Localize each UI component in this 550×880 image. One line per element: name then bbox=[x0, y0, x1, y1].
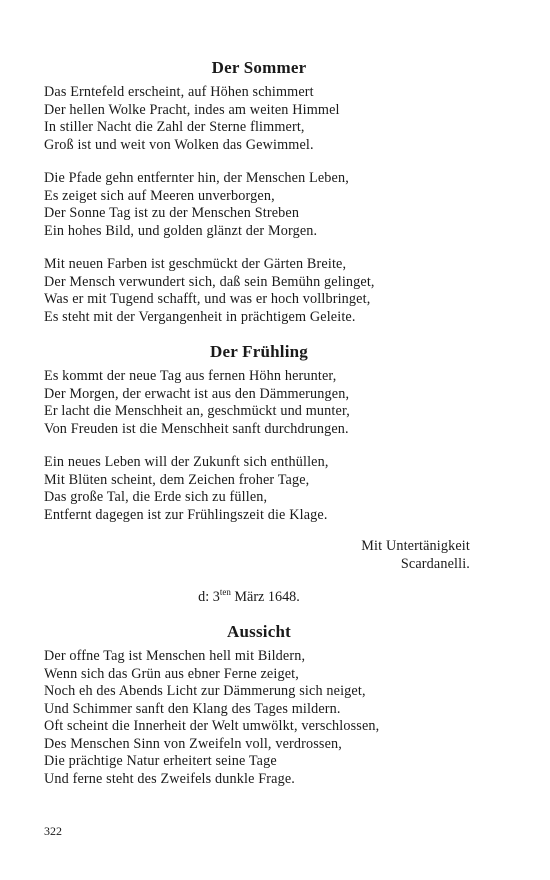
verse-line: Es kommt der neue Tag aus fernen Höhn herunter, bbox=[44, 368, 337, 384]
verse-line: Die Pfade gehn entfernter hin, der Menschen Leben, bbox=[44, 170, 349, 186]
book-page bbox=[44, 58, 474, 804]
verse-line: Mit Blüten scheint, dem Zeichen froher Tage, bbox=[44, 471, 310, 488]
verse-line: Oft scheint die Innerheit der Welt umwölkt, verschlossen, bbox=[44, 718, 380, 734]
poem-der-fruehling bbox=[44, 342, 474, 606]
verse-line: Der Mensch verwundert sich, daß sein Bemühn gelinget, bbox=[44, 273, 375, 290]
date-prefix: d: 3 bbox=[198, 589, 220, 605]
signature-closing bbox=[44, 538, 474, 573]
verse-line: Es steht mit der Vergangenheit in prächtigem Geleite. bbox=[44, 308, 356, 325]
verse-line: Mit neuen Farben ist geschmückt der Gärten Breite, bbox=[44, 256, 347, 272]
closing-line: Mit Untertänigkeit bbox=[361, 538, 470, 554]
verse-line: Der Sonne Tag ist zu der Menschen Streben bbox=[44, 205, 300, 221]
verse-line: Es zeiget sich auf Meeren unverborgen, bbox=[44, 187, 275, 204]
stanza bbox=[44, 256, 474, 326]
verse-line: In stiller Nacht die Zahl der Sterne flimmert, bbox=[44, 119, 305, 135]
verse-line: Das große Tal, die Erde sich zu füllen, bbox=[44, 489, 268, 505]
poem-title: Der Sommer bbox=[211, 58, 307, 77]
verse-line: Wenn sich das Grün aus ebner Ferne zeiget, bbox=[44, 665, 299, 682]
verse-line: Und Schimmer sanft den Klang des Tages mildern. bbox=[44, 700, 341, 717]
verse-line: Was er mit Tugend schafft, und was er hoch vollbringet, bbox=[44, 291, 371, 307]
stanza bbox=[44, 368, 474, 438]
stanza bbox=[44, 84, 474, 154]
verse-line: Das Erntefeld erscheint, auf Höhen schimmert bbox=[44, 84, 314, 100]
stanza bbox=[44, 170, 474, 240]
poem-aussicht bbox=[44, 622, 474, 788]
poem-title: Aussicht bbox=[227, 622, 291, 641]
stanza bbox=[44, 648, 474, 788]
verse-line: Ein hohes Bild, und golden glänzt der Morgen. bbox=[44, 222, 318, 239]
date-line bbox=[24, 589, 474, 606]
verse-line: Ein neues Leben will der Zukunft sich enthüllen, bbox=[44, 454, 329, 470]
page-number: 322 bbox=[44, 824, 62, 838]
verse-line: Der hellen Wolke Pracht, indes am weiten Himmel bbox=[44, 101, 340, 118]
verse-line: Entfernt dagegen ist zur Frühlingszeit die Klage. bbox=[44, 506, 328, 523]
signature-name: Scardanelli. bbox=[400, 555, 470, 572]
verse-line: Des Menschen Sinn von Zweifeln voll, verdrossen, bbox=[44, 735, 342, 752]
stanza bbox=[44, 454, 474, 524]
verse-line: Die prächtige Natur erheitert seine Tage bbox=[44, 753, 277, 769]
verse-line: Groß ist und weit von Wolken das Gewimmel. bbox=[44, 136, 314, 153]
verse-line: Der offne Tag ist Menschen hell mit Bildern, bbox=[44, 648, 306, 664]
poem-der-sommer bbox=[44, 58, 474, 326]
date-superscript: ten bbox=[219, 587, 231, 597]
date-suffix: März 1648. bbox=[230, 589, 300, 605]
verse-line: Von Freuden ist die Menschheit sanft durchdrungen. bbox=[44, 420, 349, 437]
verse-line: Der Morgen, der erwacht ist aus den Dämmerungen, bbox=[44, 385, 350, 402]
verse-line: Und ferne steht des Zweifels dunkle Frage. bbox=[44, 770, 295, 787]
verse-line: Noch eh des Abends Licht zur Dämmerung sich neiget, bbox=[44, 683, 366, 699]
verse-line: Er lacht die Menschheit an, geschmückt und munter, bbox=[44, 403, 350, 419]
poem-title: Der Frühling bbox=[210, 342, 308, 361]
